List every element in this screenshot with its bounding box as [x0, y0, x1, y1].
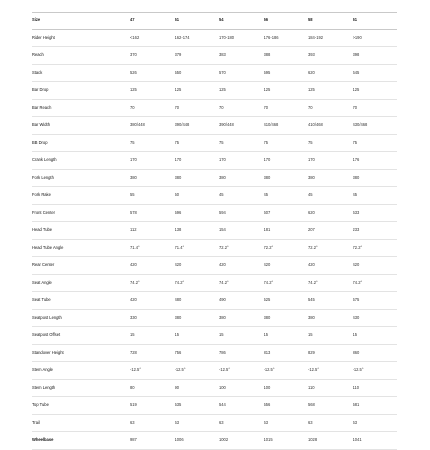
- table-cell: 63: [219, 414, 264, 432]
- row-label: Seat Angle: [32, 274, 130, 292]
- table-cell: 430: [353, 309, 398, 327]
- table-cell: 860: [353, 344, 398, 362]
- row-label: Standover Height: [32, 344, 130, 362]
- table-cell: 545: [308, 292, 353, 310]
- table-cell: 380: [264, 169, 309, 187]
- table-cell: 63: [130, 414, 175, 432]
- table-cell: -12.5°: [353, 362, 398, 380]
- table-cell: 410/468: [308, 117, 353, 135]
- table-row: [32, 99, 397, 117]
- table-cell: 420: [264, 257, 309, 275]
- table-cell: 170: [219, 152, 264, 170]
- table-cell: 596: [175, 204, 220, 222]
- table-cell: 786: [219, 344, 264, 362]
- table-cell: 380: [175, 169, 220, 187]
- table-cell: 380: [130, 169, 175, 187]
- table-cell: 176: [353, 152, 398, 170]
- table-cell: 15: [264, 327, 309, 345]
- header-size-54: 54: [219, 12, 264, 29]
- header-size-47: 47: [130, 12, 175, 29]
- table-cell: 138: [175, 222, 220, 240]
- table-cell: 578: [130, 204, 175, 222]
- row-label: BB Drop: [32, 134, 130, 152]
- table-cell: 72.2°: [353, 239, 398, 257]
- table-cell: 370: [130, 47, 175, 65]
- table-cell: 75: [308, 134, 353, 152]
- table-cell: 125: [219, 82, 264, 100]
- table-cell: 70: [308, 99, 353, 117]
- table-cell: 162-174: [175, 29, 220, 47]
- table-row: [32, 187, 397, 205]
- table-cell: 55: [130, 187, 175, 205]
- table-cell: 125: [308, 82, 353, 100]
- table-cell: 556: [264, 397, 309, 415]
- table-cell: 74.2°: [308, 274, 353, 292]
- table-cell: 410/468: [264, 117, 309, 135]
- table-row: [32, 309, 397, 327]
- table-cell: 45: [264, 187, 309, 205]
- row-label: Bar Width: [32, 117, 130, 135]
- table-cell: 15: [130, 327, 175, 345]
- row-label: Stem Angle: [32, 362, 130, 380]
- table-cell: 63: [353, 414, 398, 432]
- table-row: [32, 134, 397, 152]
- table-cell: -12.5°: [219, 362, 264, 380]
- table-cell: 633: [353, 204, 398, 222]
- table-cell: 1015: [264, 432, 309, 450]
- table-cell: 420: [219, 257, 264, 275]
- table-cell: 74.2°: [264, 274, 309, 292]
- table-body: [32, 29, 397, 449]
- table-cell: 480: [175, 292, 220, 310]
- table-cell: 170-180: [219, 29, 264, 47]
- table-cell: 112: [130, 222, 175, 240]
- table-row: [32, 397, 397, 415]
- table-row: [32, 152, 397, 170]
- table-cell: 575: [353, 292, 398, 310]
- row-label: Fork Rake: [32, 187, 130, 205]
- table-row: [32, 117, 397, 135]
- table-cell: 1028: [308, 432, 353, 450]
- table-cell: 829: [308, 344, 353, 362]
- table-row: [32, 29, 397, 47]
- table-cell: 420: [308, 257, 353, 275]
- table-cell: -12.5°: [308, 362, 353, 380]
- row-label: Front Center: [32, 204, 130, 222]
- table-cell: 380: [353, 169, 398, 187]
- table-cell: 420: [130, 257, 175, 275]
- table-cell: 70: [219, 99, 264, 117]
- table-cell: -12.5°: [264, 362, 309, 380]
- table-cell: 568: [308, 397, 353, 415]
- table-cell: 398: [353, 47, 398, 65]
- table-cell: 74.2°: [219, 274, 264, 292]
- table-row: [32, 204, 397, 222]
- table-cell: 544: [219, 397, 264, 415]
- row-label: Head Tube Angle: [32, 239, 130, 257]
- row-label: Rear Center: [32, 257, 130, 275]
- table-cell: 45: [219, 187, 264, 205]
- table-cell: 90: [175, 379, 220, 397]
- table-cell: 330: [130, 309, 175, 327]
- row-label: Fork Length: [32, 169, 130, 187]
- table-cell: 393: [308, 47, 353, 65]
- table-cell: 526: [130, 64, 175, 82]
- table-row: [32, 274, 397, 292]
- table-cell: 15: [353, 327, 398, 345]
- table-cell: 184-192: [308, 29, 353, 47]
- table-cell: 1041: [353, 432, 398, 450]
- table-row: [32, 47, 397, 65]
- table-cell: 620: [308, 204, 353, 222]
- table-cell: 154: [219, 222, 264, 240]
- table-row: [32, 222, 397, 240]
- table-cell: 75: [353, 134, 398, 152]
- table-cell: 1006: [175, 432, 220, 450]
- table-cell: 728: [130, 344, 175, 362]
- table-cell: 70: [353, 99, 398, 117]
- table-cell: 519: [130, 397, 175, 415]
- table-cell: 75: [130, 134, 175, 152]
- table-cell: 380: [308, 169, 353, 187]
- table-cell: 170: [308, 152, 353, 170]
- table-cell: 170: [130, 152, 175, 170]
- table-row: [32, 362, 397, 380]
- table-cell: 15: [308, 327, 353, 345]
- table-cell: 45: [308, 187, 353, 205]
- row-label: Bar Drop: [32, 82, 130, 100]
- table-cell: 110: [353, 379, 398, 397]
- table-row: [32, 239, 397, 257]
- table-cell: 70: [264, 99, 309, 117]
- header-size-56: 56: [264, 12, 309, 29]
- table-row: [32, 327, 397, 345]
- table-row: [32, 64, 397, 82]
- table-cell: 170: [264, 152, 309, 170]
- row-label: Stem Length: [32, 379, 130, 397]
- table-cell: 63: [264, 414, 309, 432]
- table-cell: 181: [264, 222, 309, 240]
- row-label: Stack: [32, 64, 130, 82]
- table-cell: 380: [219, 169, 264, 187]
- table-cell: 420: [175, 257, 220, 275]
- table-cell: 75: [264, 134, 309, 152]
- table-cell: >190: [353, 29, 398, 47]
- table-cell: 100: [219, 379, 264, 397]
- header-size-51: 51: [175, 12, 220, 29]
- table-cell: 125: [130, 82, 175, 100]
- table-cell: 390/448: [219, 117, 264, 135]
- table-cell: 490: [219, 292, 264, 310]
- table-cell: 15: [219, 327, 264, 345]
- row-label: Seatpost Length: [32, 309, 130, 327]
- header-size-61: 61: [353, 12, 398, 29]
- table-row: [32, 257, 397, 275]
- geometry-chart: [32, 12, 397, 450]
- table-cell: 595: [264, 64, 309, 82]
- table-cell: 80: [130, 379, 175, 397]
- table-cell: 383: [219, 47, 264, 65]
- header-size: Size: [32, 12, 130, 29]
- header-size-58: 58: [308, 12, 353, 29]
- table-cell: 813: [264, 344, 309, 362]
- table-cell: 70: [175, 99, 220, 117]
- table-cell: 125: [353, 82, 398, 100]
- row-label: Seat Tube: [32, 292, 130, 310]
- table-cell: 756: [175, 344, 220, 362]
- table-cell: 987: [130, 432, 175, 450]
- table-cell: 63: [308, 414, 353, 432]
- row-label: Top Tube: [32, 397, 130, 415]
- table-cell: 388: [264, 47, 309, 65]
- table-cell: 71.4°: [130, 239, 175, 257]
- table-cell: 170: [175, 152, 220, 170]
- table-cell: 74.2°: [175, 274, 220, 292]
- table-cell: 420: [353, 257, 398, 275]
- row-label: Head Tube: [32, 222, 130, 240]
- table-cell: 380: [308, 309, 353, 327]
- table-cell: 207: [308, 222, 353, 240]
- row-label: Trail: [32, 414, 130, 432]
- table-cell: 74.2°: [130, 274, 175, 292]
- table-cell: 620: [308, 64, 353, 82]
- table-header-row: [32, 12, 397, 29]
- table-cell: 45: [353, 187, 398, 205]
- row-label: Seatpost Offset: [32, 327, 130, 345]
- table-cell: 380: [175, 309, 220, 327]
- table-cell: -12.5°: [175, 362, 220, 380]
- table-cell: 379: [175, 47, 220, 65]
- table-cell: 72.2°: [308, 239, 353, 257]
- table-cell: 72.2°: [219, 239, 264, 257]
- table-cell: 380: [264, 309, 309, 327]
- table-cell: 74.2°: [353, 274, 398, 292]
- table-cell: 71.4°: [175, 239, 220, 257]
- table-cell: 1002: [219, 432, 264, 450]
- row-label: Wheelbase: [32, 432, 130, 450]
- table-cell: 420: [130, 292, 175, 310]
- table-cell: 75: [175, 134, 220, 152]
- row-label: Crank Length: [32, 152, 130, 170]
- table-row: [32, 292, 397, 310]
- table-row: [32, 379, 397, 397]
- table-cell: 594: [219, 204, 264, 222]
- table-cell: 390/448: [175, 117, 220, 135]
- table-cell: 72.2°: [264, 239, 309, 257]
- row-label: Reach: [32, 47, 130, 65]
- table-cell: 525: [264, 292, 309, 310]
- table-cell: 581: [353, 397, 398, 415]
- table-cell: 645: [353, 64, 398, 82]
- table-cell: 125: [175, 82, 220, 100]
- table-cell: 176-186: [264, 29, 309, 47]
- table-row: [32, 82, 397, 100]
- row-label: Rider Height: [32, 29, 130, 47]
- row-label: Bar Reach: [32, 99, 130, 117]
- table-cell: 50: [175, 187, 220, 205]
- table-cell: 430/468: [353, 117, 398, 135]
- table-cell: 15: [175, 327, 220, 345]
- table-cell: 100: [264, 379, 309, 397]
- table-cell: 125: [264, 82, 309, 100]
- geometry-table: [32, 12, 397, 450]
- table-cell: 75: [219, 134, 264, 152]
- table-row: [32, 414, 397, 432]
- table-row: [32, 169, 397, 187]
- table-cell: 110: [308, 379, 353, 397]
- table-cell: 535: [175, 397, 220, 415]
- table-row: [32, 344, 397, 362]
- table-cell: <162: [130, 29, 175, 47]
- table-cell: 380/448: [130, 117, 175, 135]
- table-cell: 607: [264, 204, 309, 222]
- table-cell: 233: [353, 222, 398, 240]
- table-row: [32, 432, 397, 450]
- table-cell: 63: [175, 414, 220, 432]
- table-cell: 550: [175, 64, 220, 82]
- table-cell: 70: [130, 99, 175, 117]
- table-cell: 380: [219, 309, 264, 327]
- table-cell: -12.5°: [130, 362, 175, 380]
- table-cell: 570: [219, 64, 264, 82]
